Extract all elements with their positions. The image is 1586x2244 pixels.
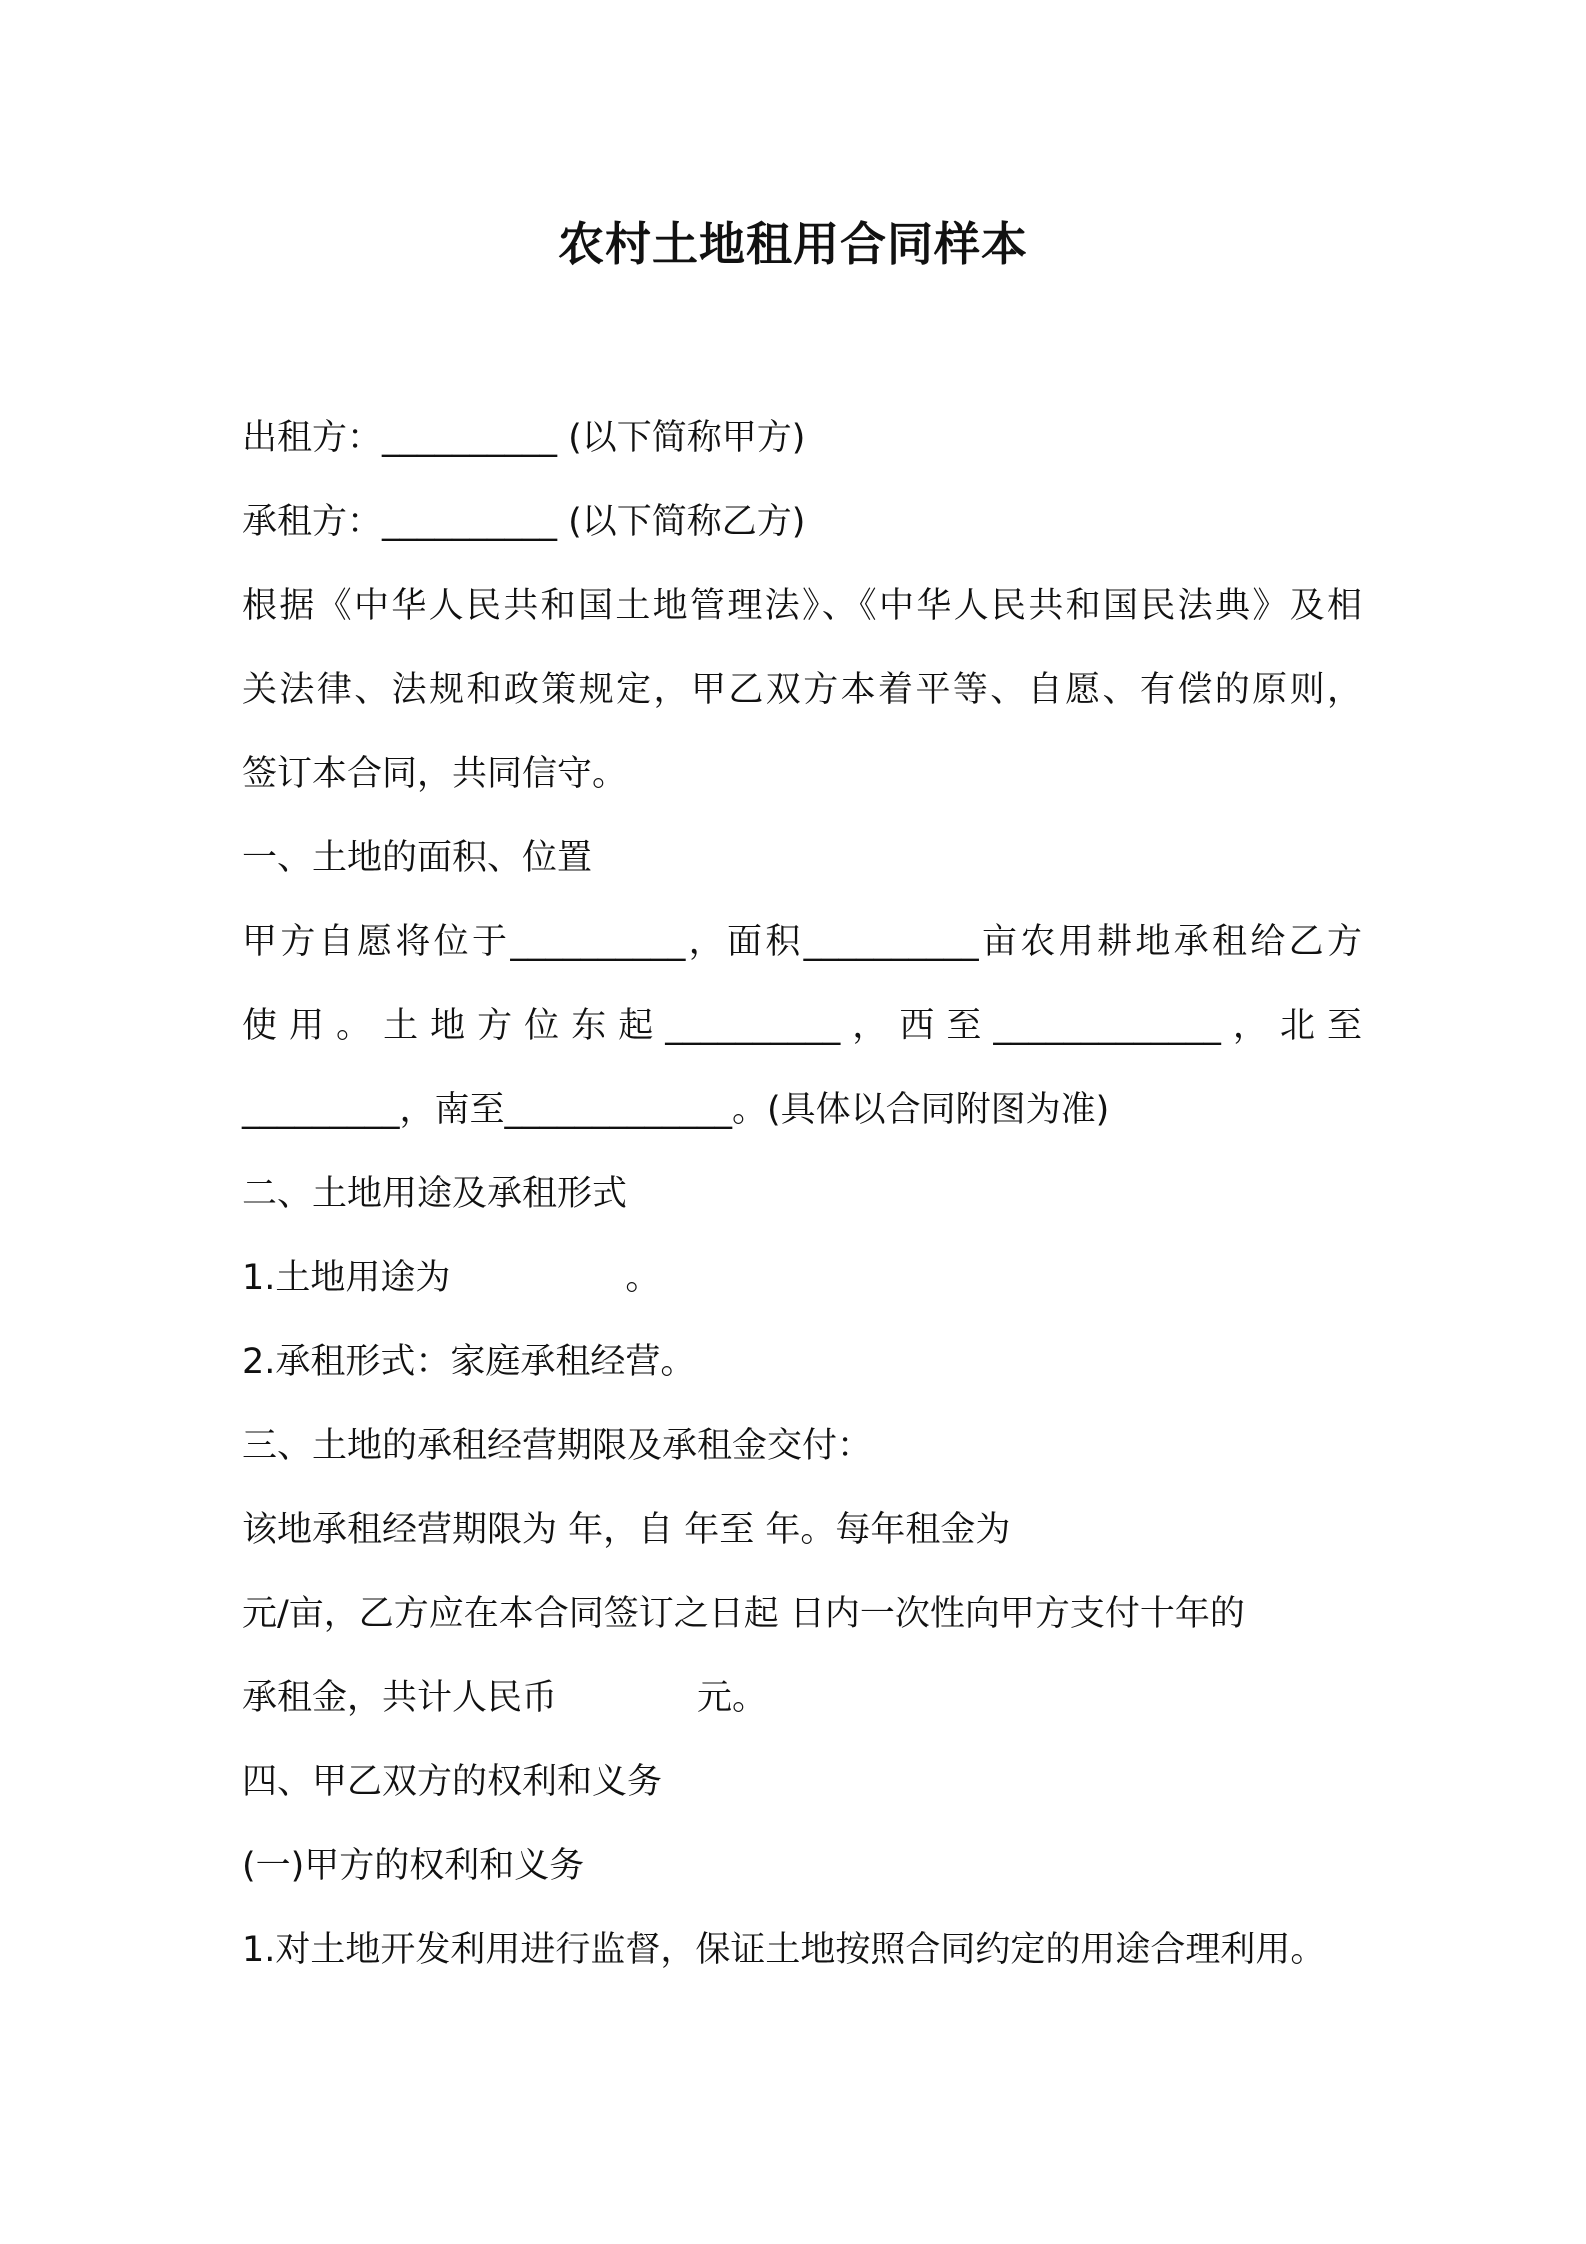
lessor-line: 出租方：__________ (以下简称甲方) bbox=[242, 418, 806, 458]
section-1-heading: 一、土地的面积、位置 bbox=[242, 838, 593, 878]
preamble-line-2: 关法律、法规和政策规定，甲乙双方本着平等、自愿、有偿的原则， bbox=[242, 670, 1362, 710]
section-3-heading: 三、土地的承租经营期限及承租金交付： bbox=[242, 1426, 873, 1466]
preamble-line-3: 签订本合同，共同信守。 bbox=[242, 754, 628, 794]
section-2-item-1: 1.土地用途为 。 bbox=[242, 1258, 661, 1298]
section-2-item-2: 2.承租形式：家庭承租经营。 bbox=[242, 1342, 696, 1382]
section-3-line-3: 承租金，共计人民币 元。 bbox=[242, 1678, 768, 1718]
section-4-heading: 四、甲乙双方的权利和义务 bbox=[242, 1762, 663, 1802]
section-3-line-2: 元/亩，乙方应在本合同签订之日起 日内一次性向甲方支付十年的 bbox=[242, 1594, 1245, 1634]
lessee-line: 承租方：__________ (以下简称乙方) bbox=[242, 502, 806, 542]
section-1-line-3: _________，南至_____________。(具体以合同附图为准) bbox=[242, 1090, 1110, 1130]
section-1-line-1: 甲方自愿将位于__________，面积__________亩农用耕地承租给乙方 bbox=[242, 922, 1362, 962]
section-4-subheading: (一)甲方的权利和义务 bbox=[242, 1846, 585, 1886]
section-3-line-1: 该地承租经营期限为 年，自 年至 年。每年租金为 bbox=[242, 1510, 1011, 1550]
document-title: 农村土地租用合同样本 bbox=[558, 217, 1028, 271]
preamble-line-1: 根据《中华人民共和国土地管理法》、《中华人民共和国民法典》及相 bbox=[242, 586, 1362, 626]
section-2-heading: 二、土地用途及承租形式 bbox=[242, 1174, 628, 1214]
section-4-item-1: 1.对土地开发利用进行监督，保证土地按照合同约定的用途合理利用。 bbox=[242, 1930, 1326, 1970]
section-1-line-2: 使用。土地方位东起__________，西至_____________，北至 bbox=[242, 1006, 1362, 1046]
